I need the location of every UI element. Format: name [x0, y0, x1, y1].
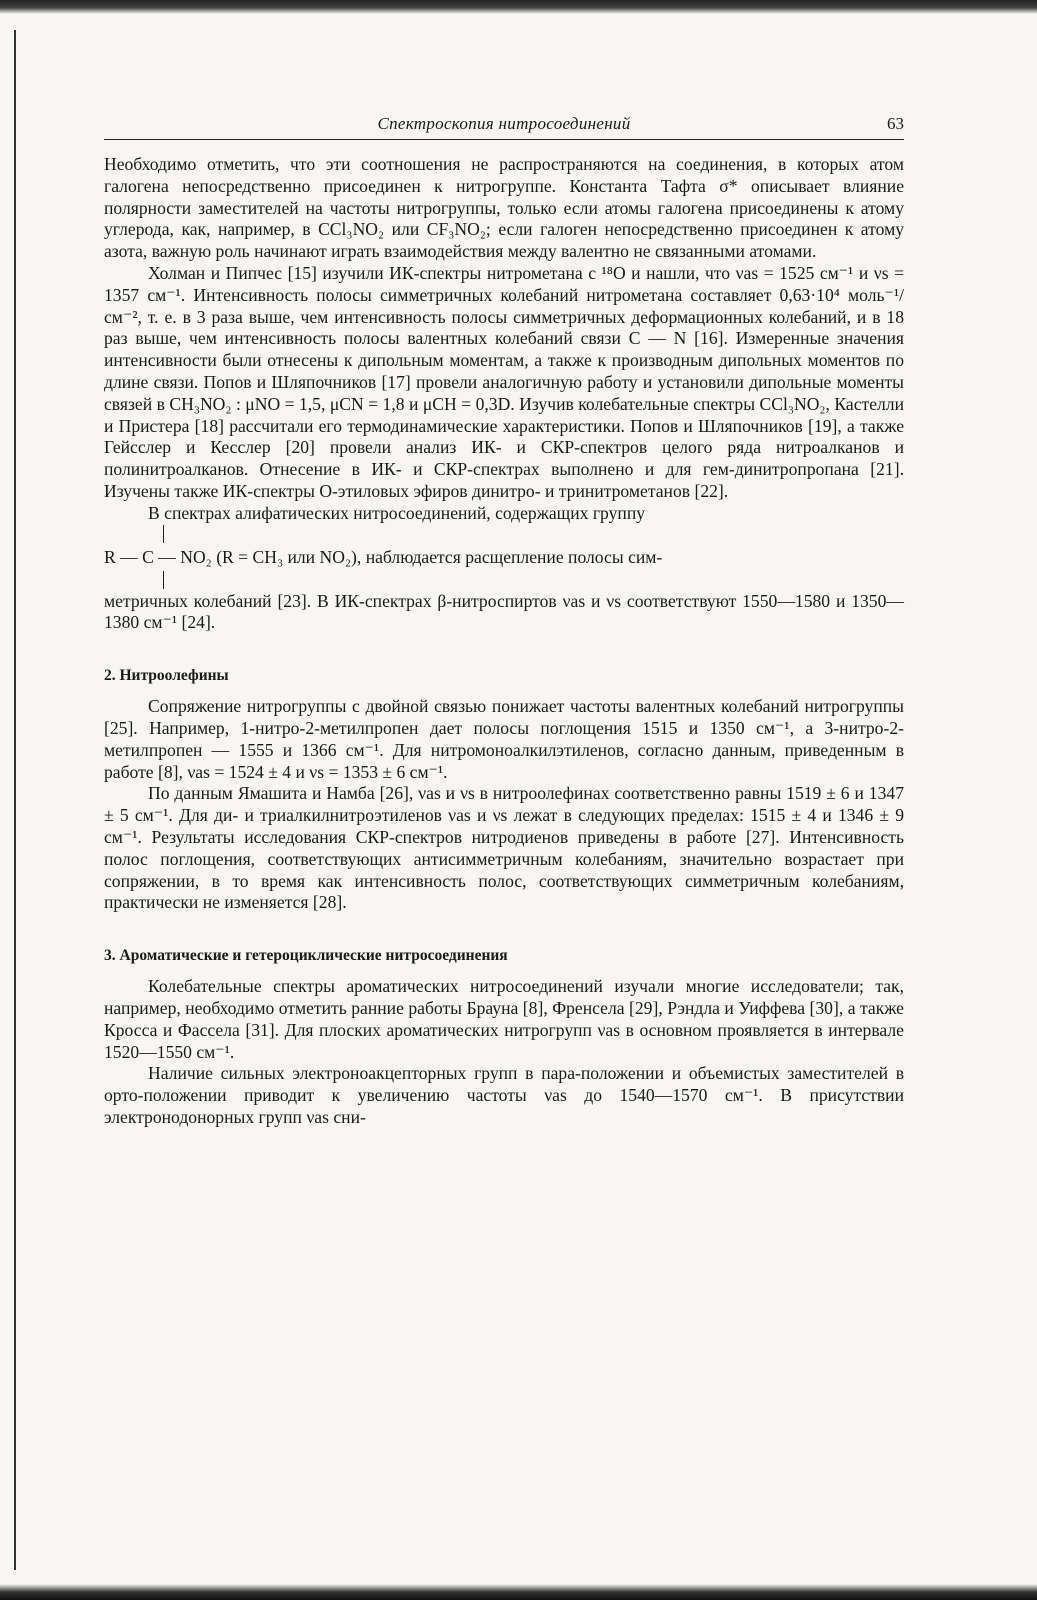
- paragraph: Колебательные спектры ароматических нитросоединений изучали многие исследователи; так, например, необходимо отметить ранние работы Брауна [8], Френсела [29], Рэндла и Уиффева [30], а также Кросса и Фассела [31]. Для плоских ароматических нитрогрупп νas в основном проявляется в интервале 1520—1550 см⁻¹.: [104, 976, 904, 1062]
- running-head: [104, 114, 904, 140]
- scan-edge-left: [14, 30, 16, 1570]
- formula-bond-top: [163, 525, 164, 543]
- paragraph: Наличие сильных электроноакцепторных групп в пара-положении и объемистых заместителей в орто-положении приводит к увеличению частоты νas до 1540—1570 см⁻¹. В присутствии электронодонорных групп νas сни-: [104, 1063, 904, 1127]
- section-heading: 2. Нитроолефины: [104, 667, 229, 685]
- formula-bond-bottom: [163, 571, 164, 589]
- section-heading: 3. Ароматические и гетероциклические нитросоединения: [104, 947, 508, 965]
- scan-edge-top: [0, 0, 1037, 14]
- paragraph: По данным Ямашита и Намба [26], νas и νs в нитроолефинах соответственно равны 1519 ± 6 и 1347 ± 5 см⁻¹. Для ди- и триалкилнитроэтиленов νas и νs лежат в следующих пределах: 1515 ± 4 и 1346 ± 9 см⁻¹. Результаты исследования СКР-спектров нитродиенов приведены в работе [27]. Интенсивность полос поглощения, соответствующих антисимметричным колебаниям, значительно возрастает при сопряжении, в то время как интенсивность полос, соответствующих симметричным колебаниям, практически не изменяется [28].: [104, 783, 904, 913]
- page-number: 63: [887, 114, 904, 133]
- paragraph: Сопряжение нитрогруппы с двойной связью понижает частоты валентных колебаний нитрогруппы [25]. Например, 1-нитро-2-метилпропен дает полосы поглощения 1515 и 1350 см⁻¹, а 3-нитро-2-метилпропен — 1555 и 1366 см⁻¹. Для нитромоноалкилэтиленов, согласно данным, приведенным в работе [8], νas = 1524 ± 4 и νs = 1353 ± 6 см⁻¹.: [104, 696, 904, 782]
- structural-formula: [104, 525, 904, 591]
- paragraph: метричных колебаний [23]. В ИК-спектрах β-нитроспиртов νas и νs соответствуют 1550—1580 и 1350—1380 см⁻¹ [24].: [104, 590, 904, 633]
- paragraph: Холман и Пипчес [15] изучили ИК-спектры нитрометана с ¹⁸O и нашли, что νas = 1525 см⁻¹ и νs = 1357 см⁻¹. Интенсивность полосы симметричных колебаний нитрометана составляет 0,63·10⁴ моль⁻¹/см⁻², т. е. в 3 раза выше, чем интенсивность полосы симметричных деформационных колебаний, и в 18 раз выше, чем интенсивность полосы валентных колебаний связи C — N [16]. Измеренные значения интенсивности были отнесены к дипольным моментам, а также к производным дипольных моментов по длине связи. Попов и Шляпочников [17] провели аналогичную работу и установили дипольные моменты связей в CH₃NO₂ : μNO = 1,5, μCN = 1,8 и μCH = 0,3D. Изучив колебательные спектры CCl₃NO₂, Кастелли и Пристера [18] рассчитали его термодинамические характеристики. Попов и Шляпочников [19], а также Гейсслер и Кесслер [20] провели анализ ИК- и СКР-спектров целого ряда нитроалканов и полинитроалканов. Отнесение в ИК- и СКР-спектрах выполнено и для гем-динитропропана [21]. Изучены также ИК-спектры O-этиловых эфиров динитро- и тринитрометанов [22].: [104, 262, 904, 501]
- paragraph: В спектрах алифатических нитросоединений, содержащих группу: [148, 502, 646, 523]
- formula-line: R — C — NO₂ (R = CH₃ или NO₂), наблюдается расщепление полосы сим-: [104, 546, 663, 567]
- scan-edge-bottom: [0, 1584, 1037, 1600]
- book-page: [104, 114, 904, 1129]
- running-head-title: Спектроскопия нитросоединений: [377, 114, 631, 133]
- paragraph: Необходимо отметить, что эти соотношения не распространяются на соединения, в которых атом галогена непосредственно присоединен к нитрогруппе. Константа Тафта σ* описывает влияние полярности заместителей на частоты нитрогруппы, только если атомы галогена присоединены к атому углерода, как, например, в CCl₃NO₂ или CF₃NO₂; если галоген непосредственно присоединен к атому азота, важную роль начинают играть взаимодействия между валентно не связанными атомами.: [104, 154, 904, 262]
